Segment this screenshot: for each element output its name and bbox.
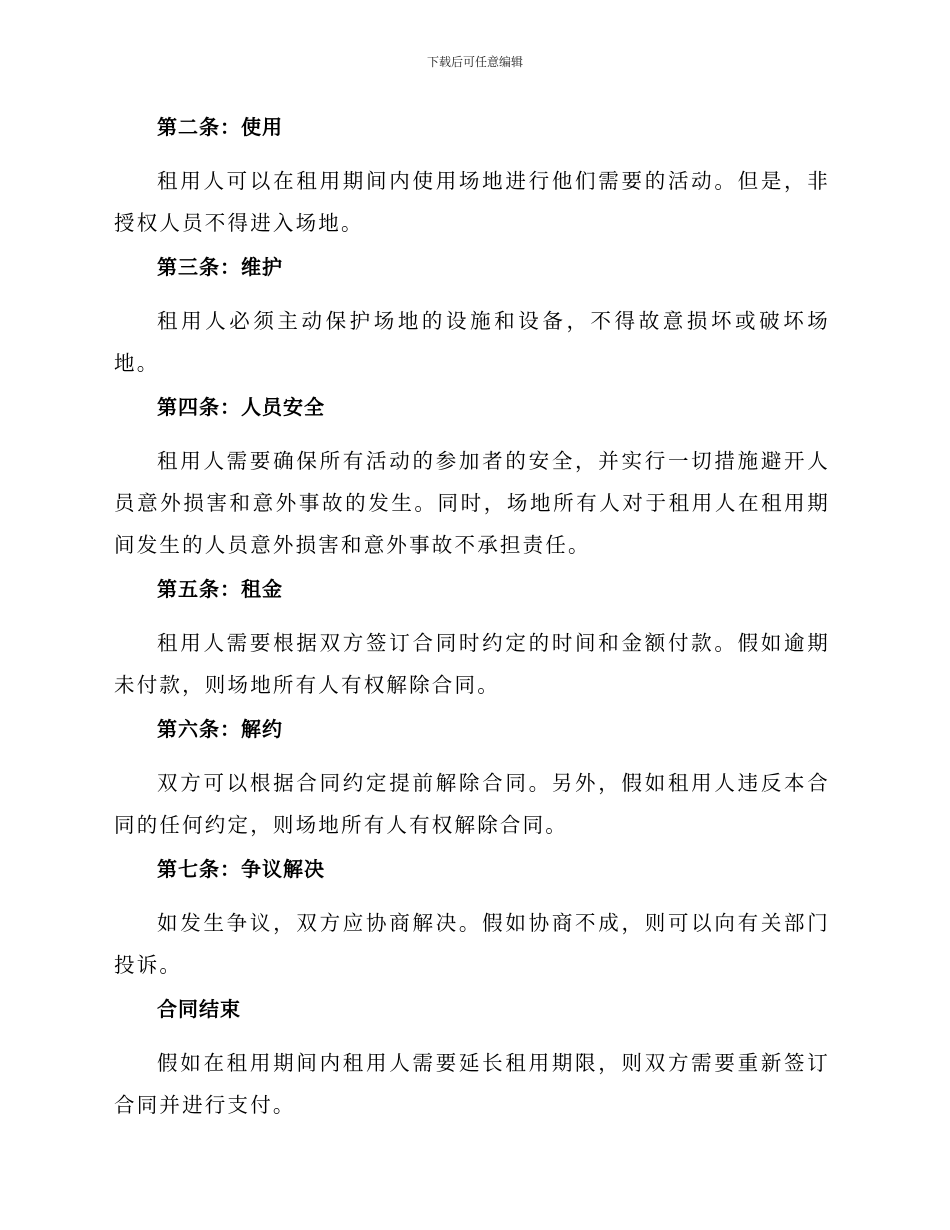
article-2-section [114,112,830,252]
article-3-heading: 第三条：维护 [157,255,283,279]
article-6-section [114,714,830,854]
contract-end-heading: 合同结束 [157,997,241,1021]
contract-end-text: 假如在租用期间内租用人需要延长租用期限，则双方需要重新签订合同并进行支付。 [114,1051,830,1117]
article-3-text: 租用人必须主动保护场地的设施和设备，不得故意损坏或破坏场地。 [114,309,830,375]
article-7-heading: 第七条：争议解决 [157,857,325,881]
document-body [114,112,830,1126]
article-4-heading: 第四条：人员安全 [157,395,325,419]
article-2-heading: 第二条：使用 [157,115,283,139]
article-6-text: 双方可以根据合同约定提前解除合同。另外，假如租用人违反本合同的任何约定，则场地所有人有权解除合同。 [114,771,830,837]
article-2-text: 租用人可以在租用期间内使用场地进行他们需要的活动。但是，非授权人员不得进入场地。 [114,169,830,235]
article-5-text: 租用人需要根据双方签订合同时约定的时间和金额付款。假如逾期未付款，则场地所有人有权解除合同。 [114,631,830,697]
article-5-heading: 第五条：租金 [157,577,283,601]
article-4-text: 租用人需要确保所有活动的参加者的安全，并实行一切措施避开人员意外损害和意外事故的发生。同时，场地所有人对于租用人在租用期间发生的人员意外损害和意外事故不承担责任。 [114,449,830,557]
article-6-heading: 第六条：解约 [157,717,283,741]
contract-end-section [114,994,830,1126]
article-7-text: 如发生争议，双方应协商解决。假如协商不成，则可以向有关部门投诉。 [114,911,830,977]
article-4-section [114,392,830,574]
page-header: 下载后可任意编辑 [426,55,523,69]
article-3-section [114,252,830,392]
article-7-section [114,854,830,994]
article-5-section [114,574,830,714]
